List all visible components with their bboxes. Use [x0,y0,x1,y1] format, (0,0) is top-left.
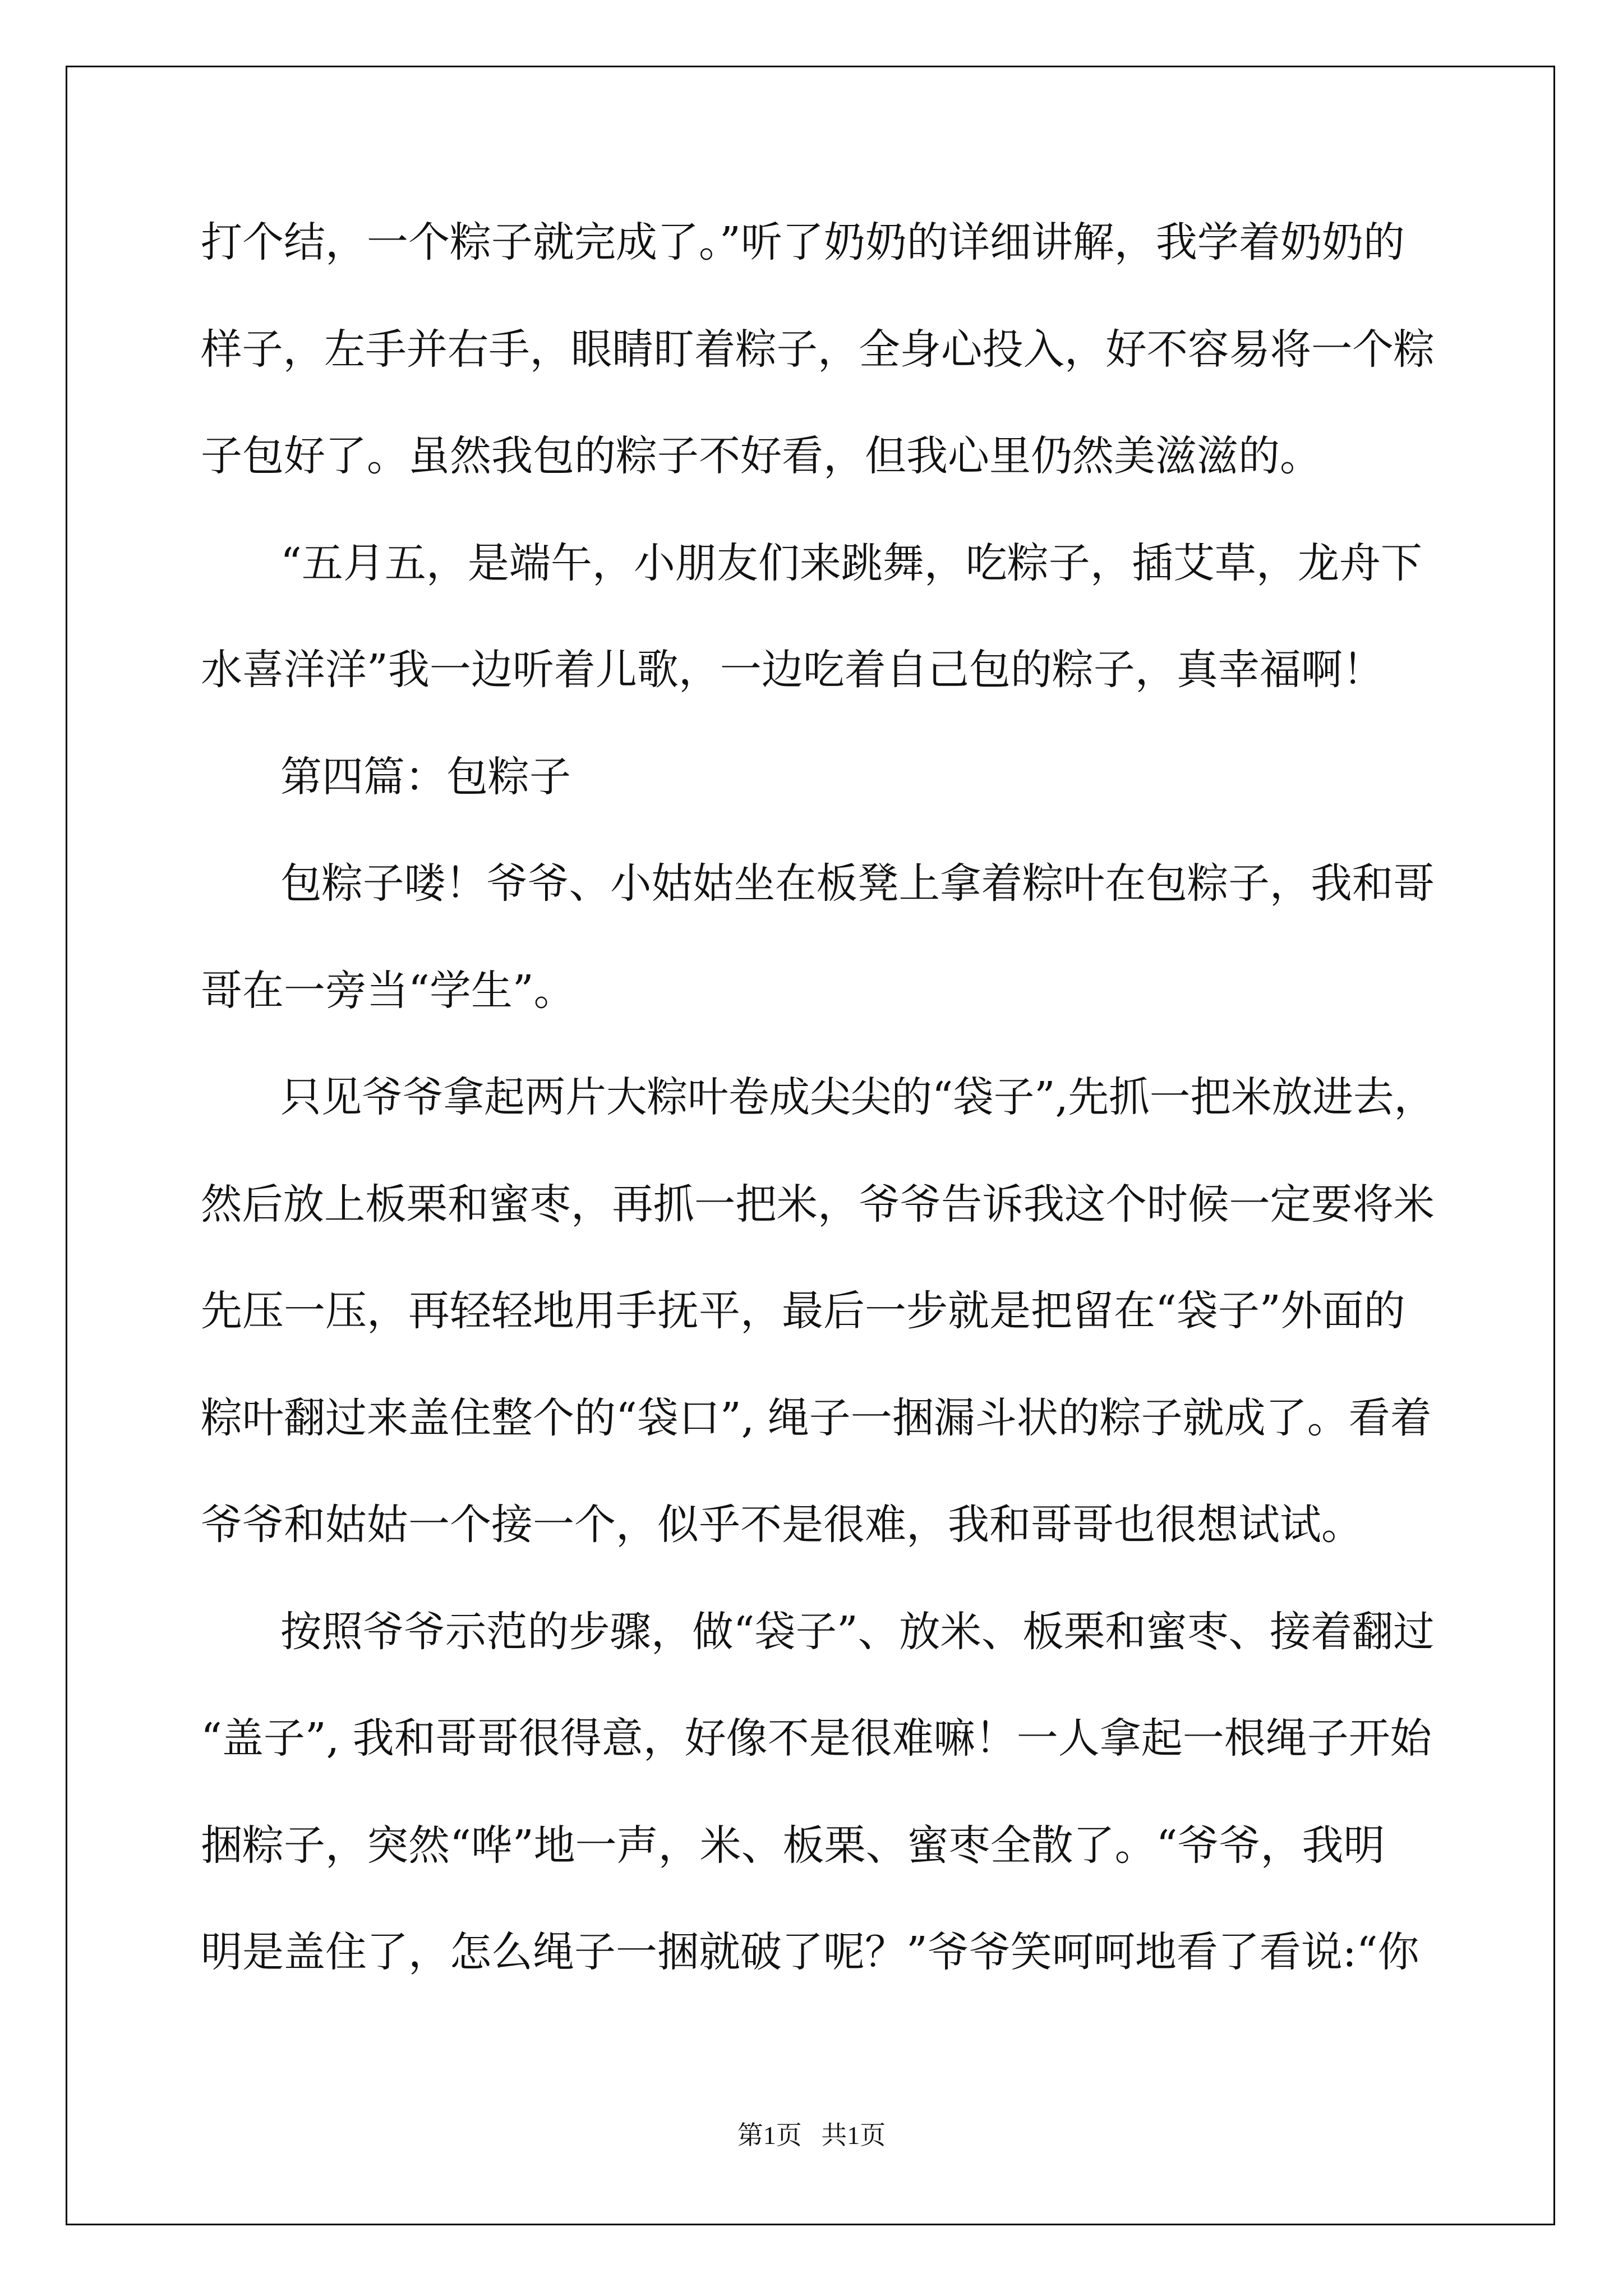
text-line: “五月五，是端午，小朋友们来跳舞，吃粽子，插艾草，龙舟下 [280,539,1422,587]
text-line: 打个结，一个粽子就完成了。”听了奶奶的详细讲解，我学着奶奶的 [201,218,1405,266]
page-border [66,66,1555,2225]
text-line: 爷爷和姑姑一个接一个，似乎不是很难，我和哥哥也很想试试。 [201,1501,1363,1549]
text-line: 按照爷爷示范的步骤，做“袋子”、放米、板栗和蜜枣、接着翻过 [280,1608,1435,1656]
text-line: 包粽子喽！爷爷、小姑姑坐在板凳上拿着粽叶在包粽子，我和哥 [280,859,1435,908]
text-line: 然后放上板栗和蜜枣，再抓一把米，爷爷告诉我这个时候一定要将米 [201,1180,1435,1228]
text-line: 粽叶翻过来盖住整个的“袋口”, 绳子一捆漏斗状的粽子就成了。看着 [201,1394,1432,1442]
section-heading: 第四篇：包粽子 [280,753,571,801]
text-line: 哥在一旁当“学生”。 [201,967,575,1015]
text-line: 明是盖住了，怎么绳子一捆就破了呢？”爷爷笑呵呵地看了看说:“你 [201,1928,1419,1976]
text-line: 水喜洋洋”我一边听着儿歌，一边吃着自己包的粽子，真幸福啊！ [201,646,1384,694]
text-line: 子包好了。虽然我包的粽子不好看，但我心里仍然美滋滋的。 [201,432,1321,480]
page-footer: 第1页 共1页 [737,2121,886,2150]
text-line: 先压一压，再轻轻地用手抚平，最后一步就是把留在“袋子”外面的 [201,1287,1405,1335]
text-line: “盖子”, 我和哥哥很得意，好像不是很难嘛！一人拿起一根绳子开始 [201,1714,1432,1763]
text-line: 捆粽子，突然“哗”地一声，米、板栗、蜜枣全散了。“爷爷，我明 [201,1821,1385,1870]
text-line: 样子，左手并右手，眼睛盯着粽子，全身心投入，好不容易将一个粽 [201,325,1435,374]
text-line: 只见爷爷拿起两片大粽叶卷成尖尖的“袋子”,先抓一把米放进去， [280,1073,1435,1121]
